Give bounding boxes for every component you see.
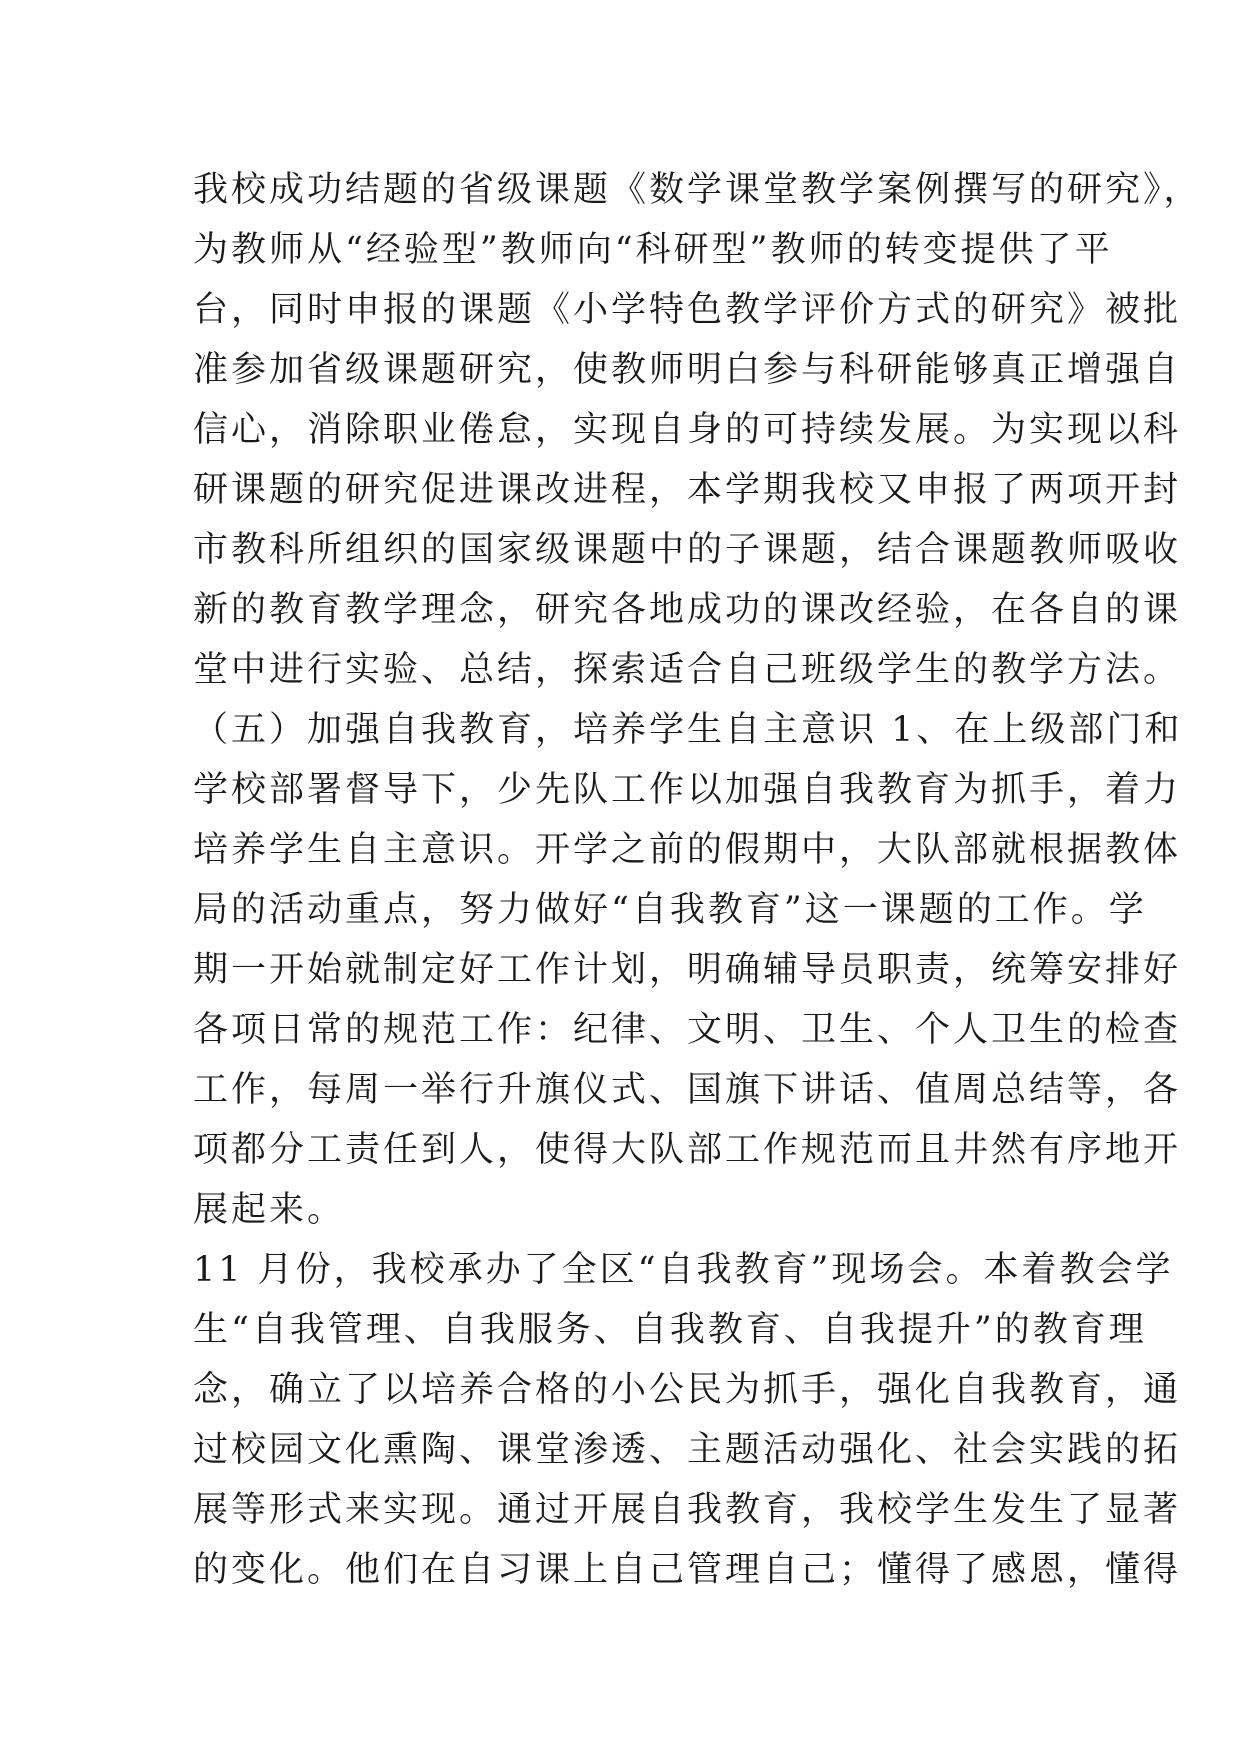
- text-line: 我校成功结题的省级课题《数学课堂教学案例撰写的研究》，: [193, 170, 1202, 210]
- text-line: 台，同时申报的课题《小学特色教学评价方式的研究》被批: [193, 290, 1182, 330]
- text-line: 堂中进行实验、总结，探索适合自己班级学生的教学方法。: [193, 650, 1182, 690]
- text-line: 为教师从“经验型”教师向“科研型”教师的转变提供了平: [193, 230, 1113, 270]
- text-line: 市教科所组织的国家级课题中的子课题，结合课题教师吸收: [193, 530, 1182, 570]
- text-line: 项都分工责任到人，使得大队部工作规范而且井然有序地开: [193, 1130, 1182, 1170]
- text-line: 新的教育教学理念，研究各地成功的课改经验，在各自的课: [193, 590, 1182, 630]
- text-line: 学校部署督导下，少先队工作以加强自我教育为抓手，着力: [193, 770, 1182, 810]
- text-line: 工作，每周一举行升旗仪式、国旗下讲话、值周总结等，各: [193, 1070, 1182, 1110]
- text-line: 的变化。他们在自习课上自己管理自己；懂得了感恩，懂得: [193, 1550, 1182, 1590]
- text-line: 生“自我管理、自我服务、自我教育、自我提升”的教育理: [193, 1310, 1147, 1350]
- text-line: 念，确立了以培养合格的小公民为抓手，强化自我教育，通: [193, 1370, 1182, 1410]
- text-line: （五）加强自我教育，培养学生自主意识 1、在上级部门和: [193, 710, 1183, 750]
- text-line: 培养学生自主意识。开学之前的假期中，大队部就根据教体: [193, 830, 1182, 870]
- text-line: 期一开始就制定好工作计划，明确辅导员职责，统筹安排好: [193, 950, 1182, 990]
- text-line: 展等形式来实现。通过开展自我教育，我校学生发生了显著: [193, 1490, 1182, 1530]
- text-line: 展起来。: [193, 1190, 346, 1230]
- text-line: 过校园文化熏陶、课堂渗透、主题活动强化、社会实践的拓: [193, 1430, 1182, 1470]
- text-line: 局的活动重点，努力做好“自我教育”这一课题的工作。学: [193, 890, 1147, 930]
- text-line: 11 月份，我校承办了全区“自我教育”现场会。本着教会学: [193, 1250, 1174, 1290]
- text-line: 信心，消除职业倦怠，实现自身的可持续发展。为实现以科: [193, 410, 1182, 450]
- text-line: 准参加省级课题研究，使教师明白参与科研能够真正增强自: [193, 350, 1182, 390]
- text-line: 研课题的研究促进课改进程，本学期我校又申报了两项开封: [193, 470, 1182, 510]
- text-line: 各项日常的规范工作：纪律、文明、卫生、个人卫生的检查: [193, 1010, 1182, 1050]
- body-text: [193, 160, 1202, 1600]
